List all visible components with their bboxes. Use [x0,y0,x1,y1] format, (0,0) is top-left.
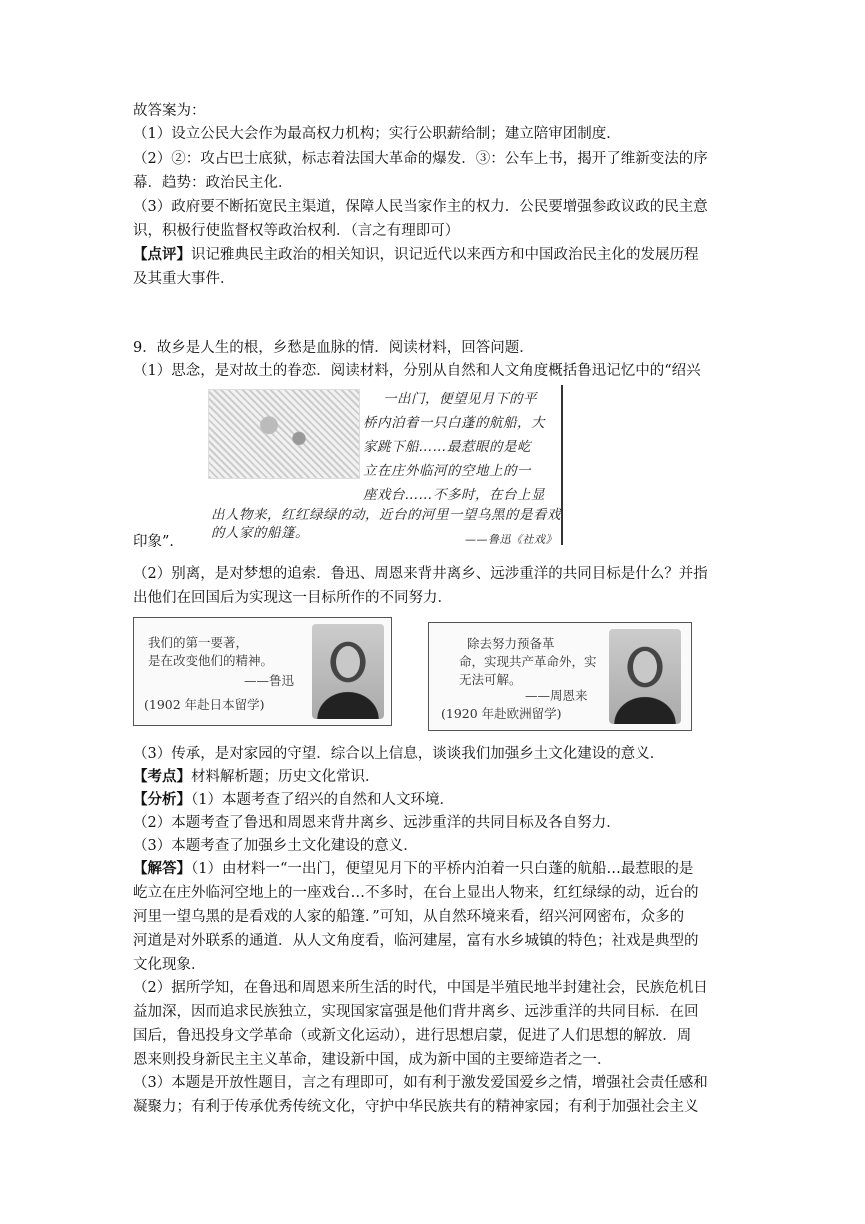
kaodian-text: 材料解析题；历史文化常识． [191,769,380,785]
quote-author: ——周恩来 [525,688,588,703]
jieda-line: 凝聚力；有利于传承优秀传统文化，守护中华民族共有的精神家园；有利于加强社会主义 [133,1099,699,1115]
jieda-line: 河里一望乌黑的是看戏的人家的船篷．”可知，从自然环境来看，绍兴河网密布，众多的 [133,909,685,925]
figure-divider [561,385,563,545]
fenxi-label: 【分析】 [133,791,191,808]
comment-label: 【点评】 [133,246,191,263]
portrait-luxun-image [312,624,384,719]
figure-shexi [203,385,565,545]
jieda-line: （2）据所学知，在鲁迅和周恩来所生活的时代，中国是半殖民地半封建社会，民族危机日 [133,980,708,996]
quote-text: 我们的第一要著， [148,635,249,650]
fenxi-text: （1）本题考查了绍兴的自然和人文环境． [191,792,454,808]
figure-text: 一出门，便望见月下的平 [383,391,537,407]
quote-note: (1902 年赴日本留学) [144,697,265,712]
figure-text: 出人物来，红红绿绿的动，近台的河里一望乌黑的是看戏 [211,507,561,523]
answer-line: 识，积极行使监督权等政治权利．（言之有理即可） [133,223,460,239]
kaodian-line [133,767,738,787]
portrait-zhouenlai-image [609,629,681,724]
jieda-line: 国后，鲁迅投身文学革命（或新文化运动），进行思想启蒙，促进了人们思想的解放．周 [133,1028,692,1044]
question-part-1-end: 印象”． [133,534,184,550]
answer-heading: 故答案为： [133,103,206,119]
quote-author: ——鲁迅 [244,673,295,688]
figure-source: ——鲁迅《社戏》 [465,533,557,545]
question-part-2: （2）别离，是对梦想的追索．鲁迅、周恩来背井离乡、远涉重洋的共同目标是什么？并指 [133,566,708,582]
quote-note: (1920 年赴欧洲留学) [441,706,562,721]
jieda-line: 文化现象． [133,957,206,973]
kaodian-label: 【考点】 [133,768,191,785]
jieda-label: 【解答】 [133,860,191,877]
quote-text: 无法可解。 [459,672,522,687]
jieda-line: 河道是对外联系的通道．从人文角度看，临河建屋，富有水乡城镇的特色；社戏是典型的 [133,933,699,949]
question-stem: 9．故乡是人生的根，乡愁是血脉的情．阅读材料，回答问题． [133,340,534,356]
fenxi-line [133,790,738,810]
jieda-line: 恩来则投身新民主主义革命，建设新中国，成为新中国的主要缔造者之一． [133,1052,612,1068]
question-part-3: （3）传承，是对家园的守望．综合以上信息，谈谈我们加强乡土文化建设的意义． [133,746,665,762]
figure-text: 的人家的船篷。 [211,525,309,541]
figure-text: 座戏台……不多时，在台上显 [363,487,545,503]
quote-text: 除去努力预备革 [467,636,555,651]
jieda-line: 屹立在庄外临河空地上的一座戏台…不多时，在台上显出人物来，红红绿绿的动，近台的 [133,885,699,901]
quote-text: 是在改变他们的精神。 [148,653,274,668]
jieda-line: （3）本题是开放性题目，言之有理即可，如有利于激发爱国爱乡之情，增强社会责任感和 [133,1075,708,1091]
question-part-1: （1）思念，是对故土的眷恋．阅读材料，分别从自然和人文角度概括鲁迅记忆中的“绍兴 [133,363,701,379]
fenxi-line-3: （3）本题考查了加强乡土文化建设的意义． [133,838,418,854]
answer-line: 幕．趋势：政治民主化． [133,175,293,191]
comment-text: 识记雅典民主政治的相关知识，识记近代以来西方和中国政治民主化的发展历程 [191,247,699,263]
figure-text: 立在庄外临河的空地上的一 [363,463,531,479]
figure-text: 家跳下船……最惹眼的是屹 [363,439,531,455]
quote-box-luxun [133,617,392,726]
jieda-line [133,859,738,879]
stage-sketch-image [208,389,360,479]
fenxi-line-2: （2）本题考查了鲁迅和周恩来背井离乡、远涉重洋的共同目标及各自努力． [133,815,621,831]
answer-line: （2）②：攻占巴士底狱，标志着法国大革命的爆发．③：公车上书，揭开了维新变法的序 [133,151,708,167]
jieda-text: （1）由材料一“一出门，便望见月下的平桥内泊着一只白蓬的航船…最惹眼的是 [191,861,694,877]
jieda-line: 益加深，因而追求民族独立，实现国家富强是他们背井离乡、远涉重洋的共同目标．在回 [133,1004,699,1020]
comment-line [133,245,738,265]
figure-text: 桥内泊着一只白蓬的航船，大 [363,415,545,431]
question-part-2-cont: 出他们在回国后为实现这一目标所作的不同努力． [133,590,452,606]
answer-line: （1）设立公民大会作为最高权力机构；实行公职薪给制；建立陪审团制度． [133,126,621,142]
quote-box-zhouenlai [428,622,692,731]
answer-line: （3）政府要不断拓宽民主渠道，保障人民当家作主的权力．公民要增强参政议政的民主意 [133,199,708,215]
comment-line-2: 及其重大事件． [133,271,235,287]
quote-text: 命，实现共产革命外，实 [459,654,597,669]
